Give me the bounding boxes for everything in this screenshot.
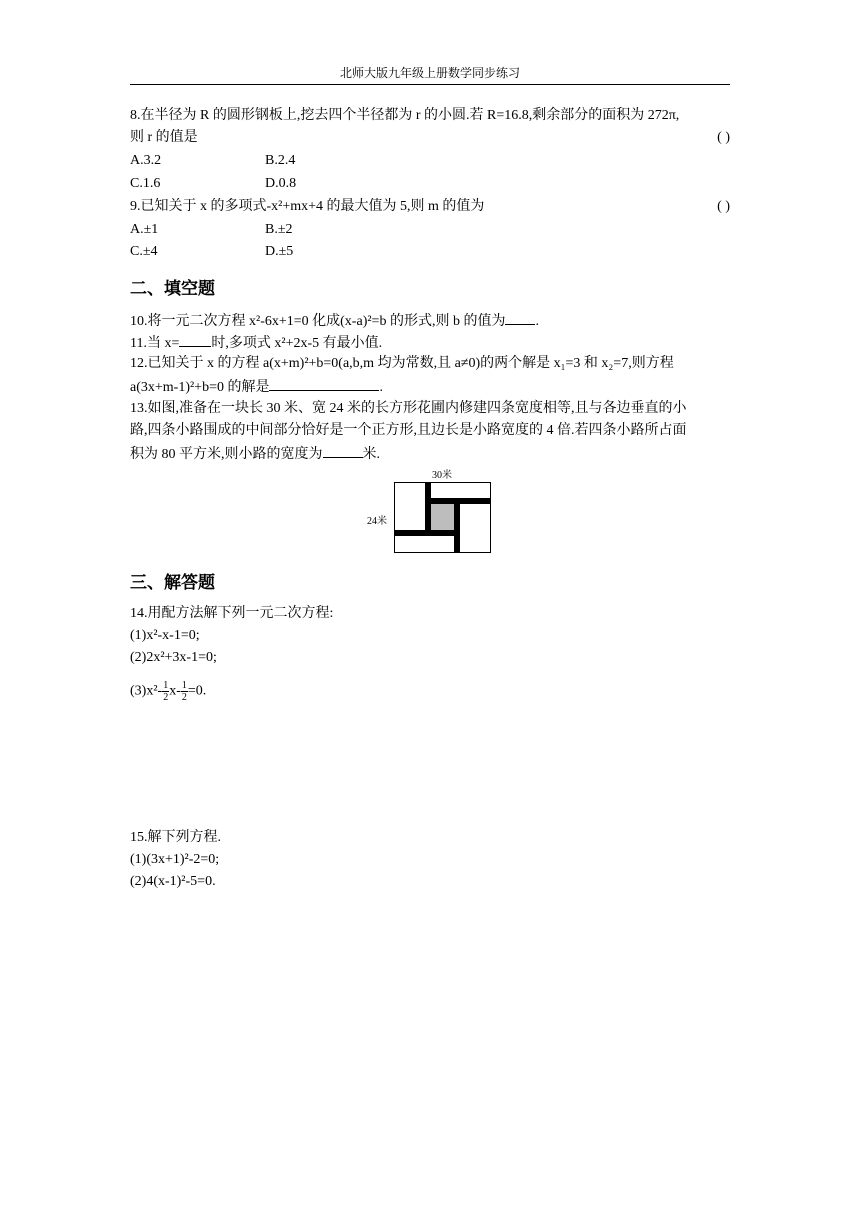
fraction-1-denominator: 2 [163,692,169,703]
q9-option-b: B.±2 [265,222,293,237]
q10-text: 10.将一元二次方程 x²-6x+1=0 化成(x-a)²=b 的形式,则 b 的值为 [130,314,506,329]
q9-stem [130,197,730,217]
q8-options-row2 [130,174,730,194]
figure-height-label: 24米 [367,516,387,527]
q9-option-d: D.±5 [265,244,294,259]
q14-part3-mid: x- [169,683,181,699]
q14-part2: (2)2x²+3x-1=0; [130,650,217,665]
q8-options-row1 [130,151,730,171]
path-horizontal-right [431,498,491,504]
q8-option-c: C.1.6 [130,176,161,191]
garden-diagram [394,482,492,554]
q13-line3 [130,443,730,465]
q12-line1: 12.已知关于 x 的方程 a(x+m)²+b=0(a,b,m 均为常数,且 a≠0)的两个解是 x₁=3 和 x₂=7,则方程 [130,356,674,371]
section-solve-title: 三、解答题 [130,573,215,593]
q14-part1: (1)x²-x-1=0; [130,628,200,643]
center-square [431,504,454,530]
figure-width-label: 30米 [432,470,452,481]
q8-stem-line1: 8.在半径为 R 的圆形钢板上,挖去四个半径都为 r 的小圆.若 R=16.8,剩余部分的面积为 272π, [130,108,680,123]
q15-part1: (1)(3x+1)²-2=0; [130,852,220,867]
q9-option-a: A.±1 [130,222,159,237]
q10 [130,310,730,332]
q11-text-before: 11.当 x= [130,336,180,351]
page-header: 北师大版九年级上册数学同步练习 [339,66,520,80]
q12-end: . [379,380,383,395]
q11-answer-blank[interactable] [179,332,211,347]
q9-option-c: C.±4 [130,244,158,259]
q14-part3-suffix: =0. [187,683,207,699]
q9-answer-paren: ( ) [717,199,730,214]
q15-title: 15.解下列方程. [130,830,221,845]
path-vertical-top [425,482,431,530]
q13-line2: 路,四条小路围成的中间部分恰好是一个正方形,且边长是小路宽度的 4 倍.若四条小路所占面 [130,423,687,438]
q13-answer-blank[interactable] [323,443,363,458]
q8-stem-line2 [130,128,730,148]
q15-part2: (2)4(x-1)²-5=0. [130,874,216,889]
q13-line1: 13.如图,准备在一块长 30 米、宽 24 米的长方形花圃内修建四条宽度相等,且与各边垂直的小 [130,401,687,416]
q9-stem-text: 9.已知关于 x 的多项式-x²+mx+4 的最大值为 5,则 m 的值为 [130,199,485,214]
path-vertical-bottom [454,504,460,553]
q8-option-d: D.0.8 [265,176,297,191]
path-horizontal-left [394,530,460,536]
q9-options-row1 [130,220,730,240]
q14-title: 14.用配方法解下列一元二次方程: [130,606,334,621]
header-rule [130,84,730,85]
q9-options-row2 [130,242,730,262]
q14-part3 [130,680,730,703]
q12-text: a(3x+m-1)²+b=0 的解是 [130,380,270,395]
q8-answer-paren: ( ) [717,130,730,145]
fraction-1-numerator: 1 [163,680,169,691]
q11-text-after: 时,多项式 x²+2x-5 有最小值. [211,336,383,351]
q13-end: 米. [362,447,380,462]
q12-answer-blank[interactable] [269,376,379,391]
fraction-2-numerator: 1 [181,680,187,691]
q11 [130,332,730,354]
q14-part3-prefix: (3)x²- [130,683,163,699]
q8-option-b: B.2.4 [265,153,296,168]
q10-end: . [535,314,539,329]
q10-answer-blank[interactable] [505,310,535,325]
section-fill-in-title: 二、填空题 [130,279,215,299]
q8-option-a: A.3.2 [130,153,162,168]
fraction-2-denominator: 2 [181,692,187,703]
q8-stem-text: 则 r 的值是 [130,130,198,145]
garden-path-figure [360,466,500,556]
q13-text: 积为 80 平方米,则小路的宽度为 [130,447,323,462]
q12-line2 [130,376,730,398]
fraction-half-2 [181,680,188,703]
